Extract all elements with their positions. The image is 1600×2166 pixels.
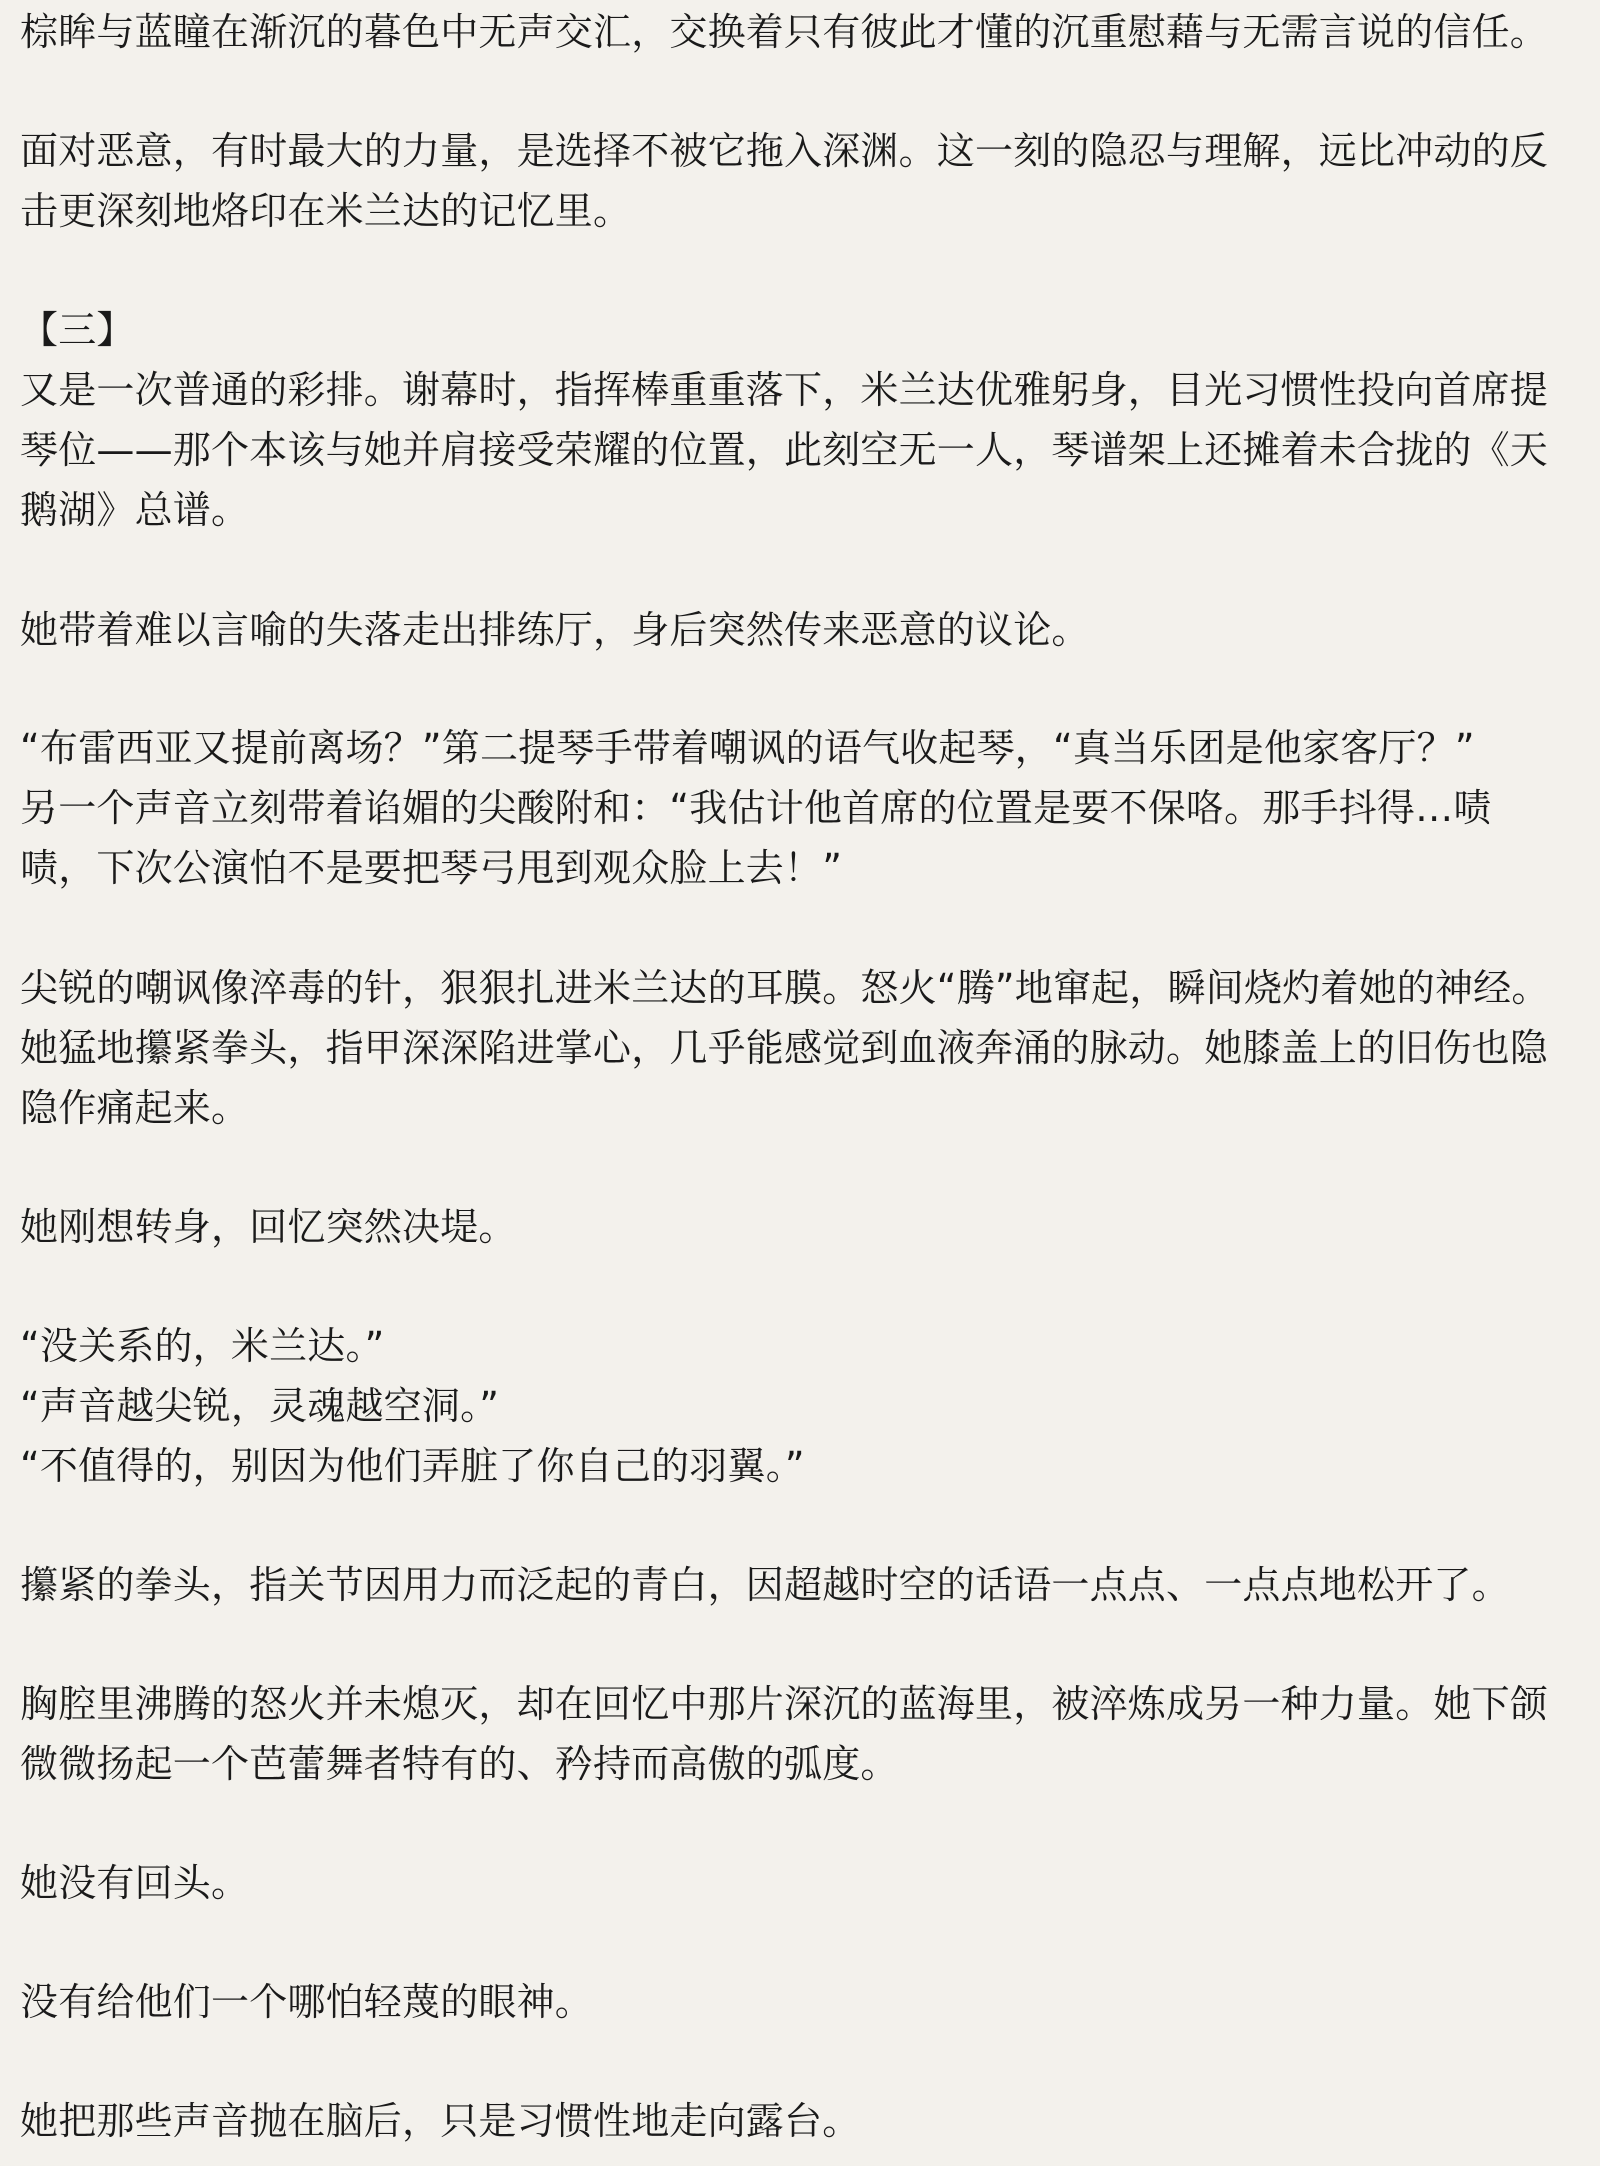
- section-heading: 【三】: [20, 308, 135, 352]
- text-line: 没有给他们一个哪怕轻蔑的眼神。: [20, 1980, 594, 2024]
- text-line: “没关系的，米兰达。”: [20, 1324, 385, 1368]
- text-line: 她把那些声音抛在脑后，只是习惯性地走向露台。: [20, 2099, 861, 2143]
- text-line: “不值得的，别因为他们弄脏了你自己的羽翼。”: [20, 1444, 805, 1488]
- text-line: 尖锐的嘲讽像淬毒的针，狠狠扎进米兰达的耳膜。怒火“腾”地窜起，瞬间烧灼着她的神经。: [20, 966, 1550, 1010]
- text-line: 她刚想转身，回忆突然决堤。: [20, 1205, 517, 1249]
- text-line: 微微扬起一个芭蕾舞者特有的、矜持而高傲的弧度。: [20, 1742, 899, 1786]
- text-line: 鹅湖》总谱。: [20, 488, 250, 532]
- text-line: 攥紧的拳头，指关节因用力而泛起的青白，因超越时空的话语一点点、一点点地松开了。: [20, 1563, 1510, 1607]
- text-line: 面对恶意，有时最大的力量，是选择不被它拖入深渊。这一刻的隐忍与理解，远比冲动的反: [20, 129, 1549, 173]
- text-line: 胸腔里沸腾的怒火并未熄灭，却在回忆中那片深沉的蓝海里，被淬炼成另一种力量。她下颌: [20, 1682, 1549, 1726]
- text-line: 击更深刻地烙印在米兰达的记忆里。: [20, 189, 632, 233]
- text-line: 琴位——那个本该与她并肩接受荣耀的位置，此刻空无一人，琴谱架上还摊着未合拢的《天: [20, 428, 1549, 472]
- text-line: “布雷西亚又提前离场？”第二提琴手带着嘲讽的语气收起琴，“真当乐团是他家客厅？”: [20, 726, 1475, 770]
- text-line: 又是一次普通的彩排。谢幕时，指挥棒重重落下，米兰达优雅躬身，目光习惯性投向首席提: [20, 368, 1549, 412]
- text-line: 她猛地攥紧拳头，指甲深深陷进掌心，几乎能感觉到血液奔涌的脉动。她膝盖上的旧伤也隐: [20, 1026, 1549, 1070]
- text-line: 隐作痛起来。: [20, 1086, 250, 1130]
- text-line: 她没有回头。: [20, 1861, 250, 1905]
- text-line: 啧，下次公演怕不是要把琴弓甩到观众脸上去！”: [20, 846, 843, 890]
- text-line: 她带着难以言喻的失落走出排练厅，身后突然传来恶意的议论。: [20, 608, 1090, 652]
- text-line: 另一个声音立刻带着谄媚的尖酸附和：“我估计他首席的位置是要不保咯。那手抖得…啧: [20, 786, 1492, 830]
- text-line: 棕眸与蓝瞳在渐沉的暮色中无声交汇，交换着只有彼此才懂的沉重慰藉与无需言说的信任。: [20, 10, 1549, 54]
- text-line: “声音越尖锐，灵魂越空洞。”: [20, 1384, 500, 1428]
